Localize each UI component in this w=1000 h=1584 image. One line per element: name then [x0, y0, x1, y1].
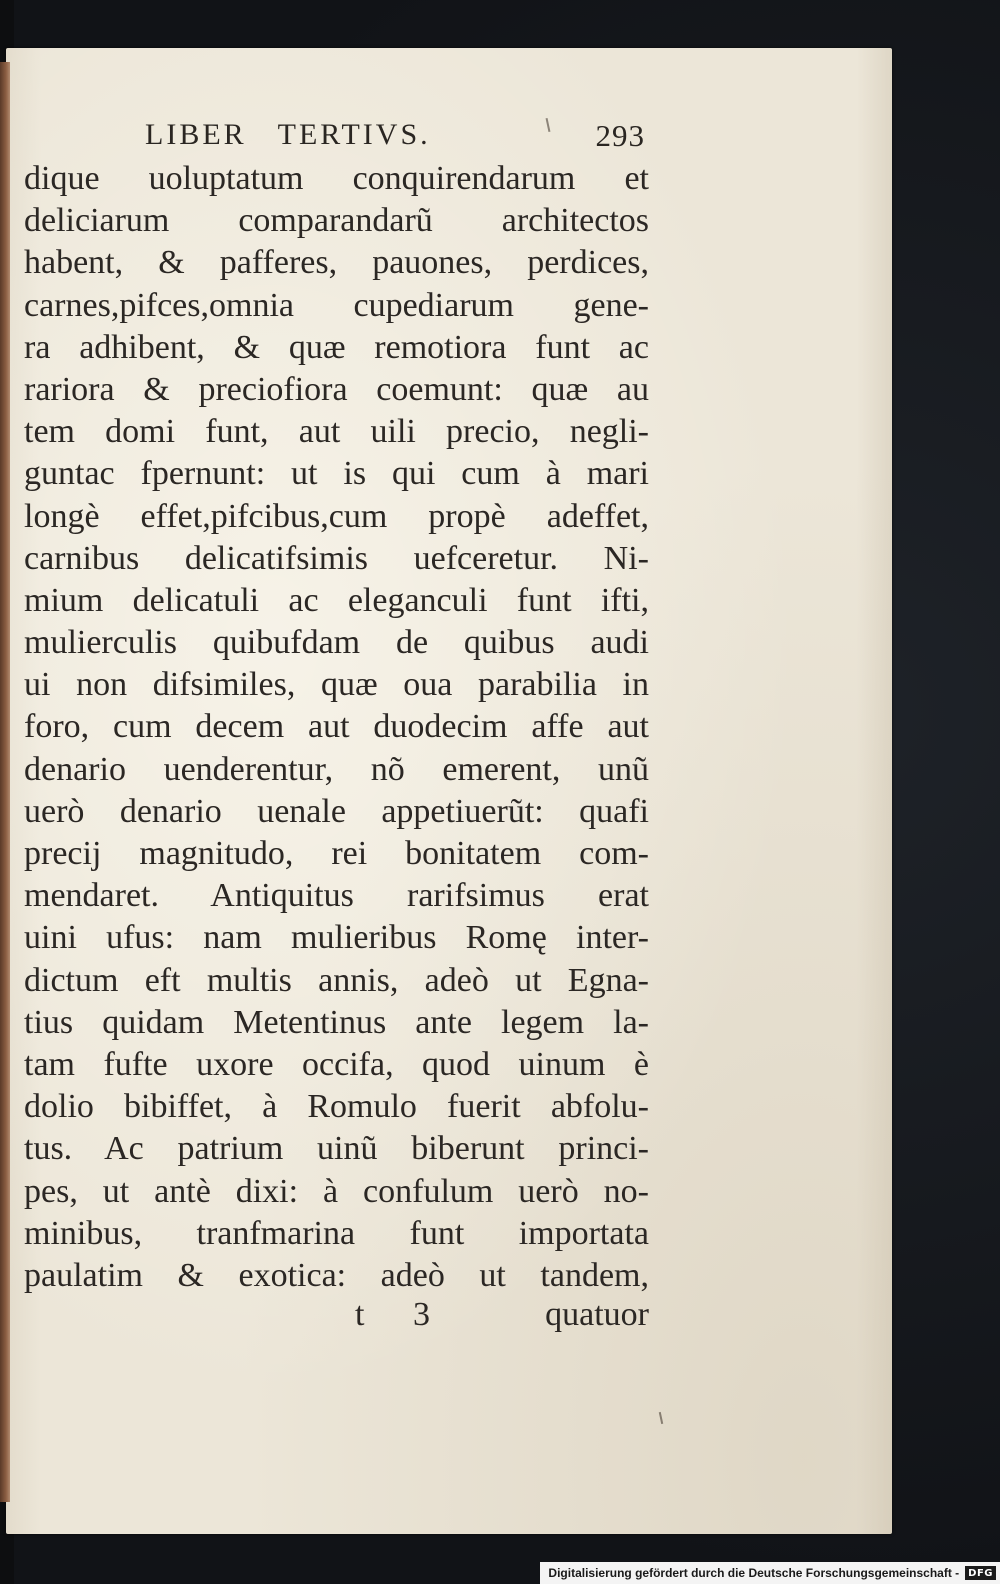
text-line: dictum eft multis annis, adeò ut Egna- [24, 961, 649, 999]
page-body-text [24, 158, 649, 1297]
text-line: tus. Ac patrium uinũ biberunt princi- [24, 1130, 649, 1168]
text-line: uini ufus: nam mulieribus Romę inter- [24, 919, 649, 957]
text-line: precij magnitudo, rei bonitatem com- [24, 835, 649, 872]
text-line: ui non difsimiles, quæ oua parabilia in [24, 666, 649, 704]
dfg-logo-icon: DFG [965, 1566, 996, 1580]
text-line: carnibus delicatifsimis uefceretur. Ni- [24, 539, 649, 577]
text-line: tius quidam Metentinus ante legem la- [24, 1003, 649, 1041]
text-line: guntac fpernunt: ut is qui cum à mari [24, 455, 649, 493]
text-line: rariora & preciofiora coemunt: quæ au [24, 370, 649, 408]
text-line: mium delicatuli ac eleganculi funt ifti, [24, 581, 649, 619]
footer-credit: Digitalisierung gefördert durch die Deutsche Forschungsgemeinschaft - [548, 1566, 960, 1580]
text-line: habent, & pafferes, pauones, perdices, [24, 244, 649, 282]
text-line: mulierculis quibufdam de quibus audi [24, 624, 649, 662]
text-line: tem domi funt, aut uili precio, negli- [24, 413, 649, 451]
text-line: dolio bibiffet, à Romulo fuerit abfolu- [24, 1088, 649, 1126]
text-line: tam fufte uxore occifa, quod uinum è [24, 1045, 649, 1083]
signature-mark: t 3 [355, 1296, 450, 1333]
page-number: 293 [595, 118, 645, 153]
text-line: carnes,pifces,omnia cupediarum gene- [24, 286, 649, 324]
text-line: uerò denario uenale appetiuerũt: quafi [24, 792, 649, 830]
book-spine-edge [0, 62, 10, 1502]
text-line: mendaret. Antiquitus rarifsimus erat [24, 877, 649, 915]
text-line: denario uenderentur, nõ emerent, unũ [24, 750, 649, 788]
catchword: quatuor [545, 1296, 649, 1333]
catch-line [355, 1296, 649, 1340]
text-line: deliciarum comparandarũ architectos [24, 202, 649, 240]
text-line: longè effet,pifcibus,cum propè adeffet, [24, 497, 649, 535]
text-line: foro, cum decem aut duodecim affe aut [24, 708, 649, 746]
text-line: paulatim & exotica: adeò ut tandem, [24, 1256, 649, 1294]
text-line: pes, ut antè dixi: à confulum uerò no- [24, 1172, 649, 1210]
running-title: LIBER TERTIVS. [145, 118, 431, 151]
running-header [145, 118, 645, 158]
text-line: minibus, tranfmarina funt importata [24, 1214, 649, 1252]
digitization-footer [540, 1562, 1000, 1584]
text-line: ra adhibent, & quæ remotiora funt ac [24, 328, 649, 366]
text-line: dique uoluptatum conquirendarum et [24, 160, 649, 197]
